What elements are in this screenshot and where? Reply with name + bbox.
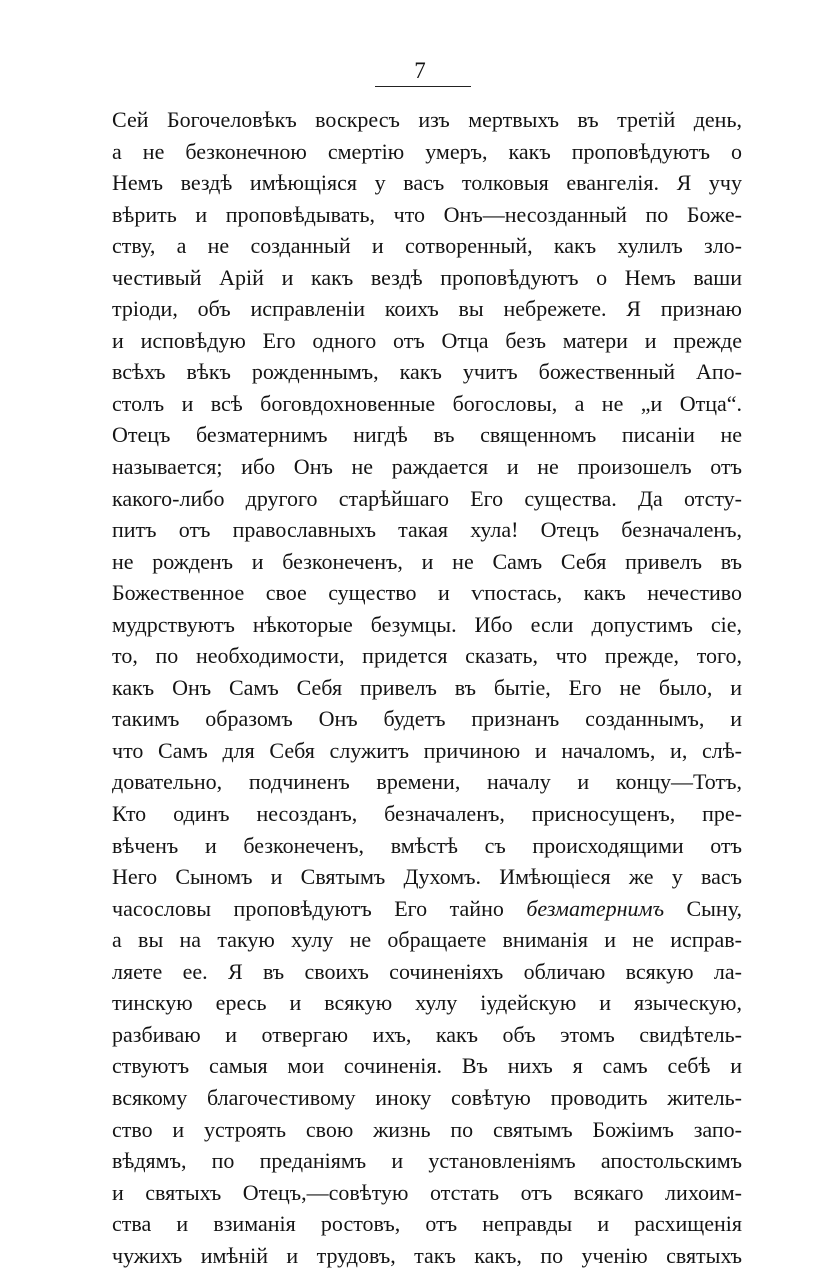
text-line: ству, а не созданный и сотворенный, какъ хулилъ зло- bbox=[112, 233, 742, 259]
text-line: ствуютъ самыя мои сочиненія. Въ нихъ я самъ себѣ и bbox=[112, 1053, 742, 1079]
text-line: вѣченъ и безконеченъ, вмѣстѣ съ происходящими отъ bbox=[112, 832, 742, 858]
text-line: вѣдямъ, по преданіямъ и установленіямъ апостольскимъ bbox=[112, 1148, 742, 1174]
text-line: питъ отъ православныхъ такая хула! Отецъ безначаленъ, bbox=[112, 517, 742, 543]
text-line: что Самъ для Себя служитъ причиною и началомъ, и, слѣ- bbox=[112, 737, 742, 763]
text-line: а не безконечною смертію умеръ, какъ проповѣдуютъ о bbox=[112, 138, 742, 164]
text-line: всякому благочестивому иноку совѣтую проводить житель- bbox=[112, 1084, 742, 1110]
text-segment: Сыну, bbox=[663, 895, 743, 921]
text-line: Отецъ безматернимъ нигдѣ въ священномъ писаніи не bbox=[112, 422, 742, 448]
text-segment: часословы проповѣдуютъ Его тайно bbox=[112, 895, 527, 921]
text-line: Немъ вездѣ имѣющіяся у васъ толковыя евангелія. Я учу bbox=[112, 170, 742, 196]
text-line: разбиваю и отвергаю ихъ, какъ объ этомъ свидѣтель- bbox=[112, 1021, 742, 1047]
text-line: Него Сыномъ и Святымъ Духомъ. Имѣющіеся же у васъ bbox=[112, 864, 742, 890]
text-line-with-italic bbox=[112, 893, 742, 925]
text-line: честивый Арій и какъ вездѣ проповѣдуютъ о Немъ ваши bbox=[112, 264, 742, 290]
text-line: такимъ образомъ Онъ будетъ признанъ созданнымъ, и bbox=[112, 706, 742, 732]
text-line: и исповѣдую Его одного отъ Отца безъ матери и прежде bbox=[112, 327, 742, 353]
text-line: ляете ее. Я въ своихъ сочиненіяхъ обличаю всякую ла- bbox=[112, 958, 742, 984]
text-line: то, по необходимости, придется сказать, что прежде, того, bbox=[112, 643, 742, 669]
body-text bbox=[112, 104, 742, 1271]
text-line: столъ и всѣ боговдохновенные богословы, а не „и Отца“. bbox=[112, 390, 742, 416]
text-line: чужихъ имѣній и трудовъ, такъ какъ, по ученію святыхъ bbox=[112, 1242, 742, 1268]
page-number-rule bbox=[375, 86, 471, 87]
text-line: довательно, подчиненъ времени, началу и концу—Тотъ, bbox=[112, 769, 742, 795]
text-line: ство и устроять свою жизнь по святымъ Божіимъ запо- bbox=[112, 1116, 742, 1142]
text-line: а вы на такую хулу не обращаете вниманія и не исправ- bbox=[112, 927, 742, 953]
text-line: тріоди, объ исправленіи коихъ вы небрежете. Я признаю bbox=[112, 296, 742, 322]
text-line: называется; ибо Онъ не раждается и не произошелъ отъ bbox=[112, 454, 742, 480]
text-line: какъ Онъ Самъ Себя привелъ въ бытіе, Его не было, и bbox=[112, 674, 742, 700]
text-line: вѣрить и проповѣдывать, что Онъ—несозданный по Боже- bbox=[112, 201, 742, 227]
text-line: мудрствуютъ нѣкоторые безумцы. Ибо если допустимъ сіе, bbox=[112, 611, 742, 637]
text-line: ства и взиманія ростовъ, отъ неправды и расхищенія bbox=[112, 1211, 742, 1237]
text-line: всѣхъ вѣкъ рожденнымъ, какъ учитъ божественный Апо- bbox=[112, 359, 742, 385]
text-line: Кто одинъ несозданъ, безначаленъ, присносущенъ, пре- bbox=[112, 801, 742, 827]
italic-word: безматернимъ bbox=[526, 895, 664, 921]
text-line: Божественное свое существо и ѵпостась, какъ нечестиво bbox=[112, 580, 742, 606]
text-line: Сей Богочеловѣкъ воскресъ изъ мертвыхъ въ третій день, bbox=[112, 107, 742, 132]
text-line: тинскую ересь и всякую хулу іудейскую и языческую, bbox=[112, 990, 742, 1016]
text-line: какого-либо другого старѣйшаго Его существа. Да отсту- bbox=[112, 485, 742, 511]
text-line: не рожденъ и безконеченъ, и не Самъ Себя привелъ въ bbox=[112, 548, 742, 574]
page-number: 7 bbox=[414, 58, 426, 83]
text-line: и святыхъ Отецъ,—совѣтую отстать отъ всякаго лихоим- bbox=[112, 1179, 742, 1205]
